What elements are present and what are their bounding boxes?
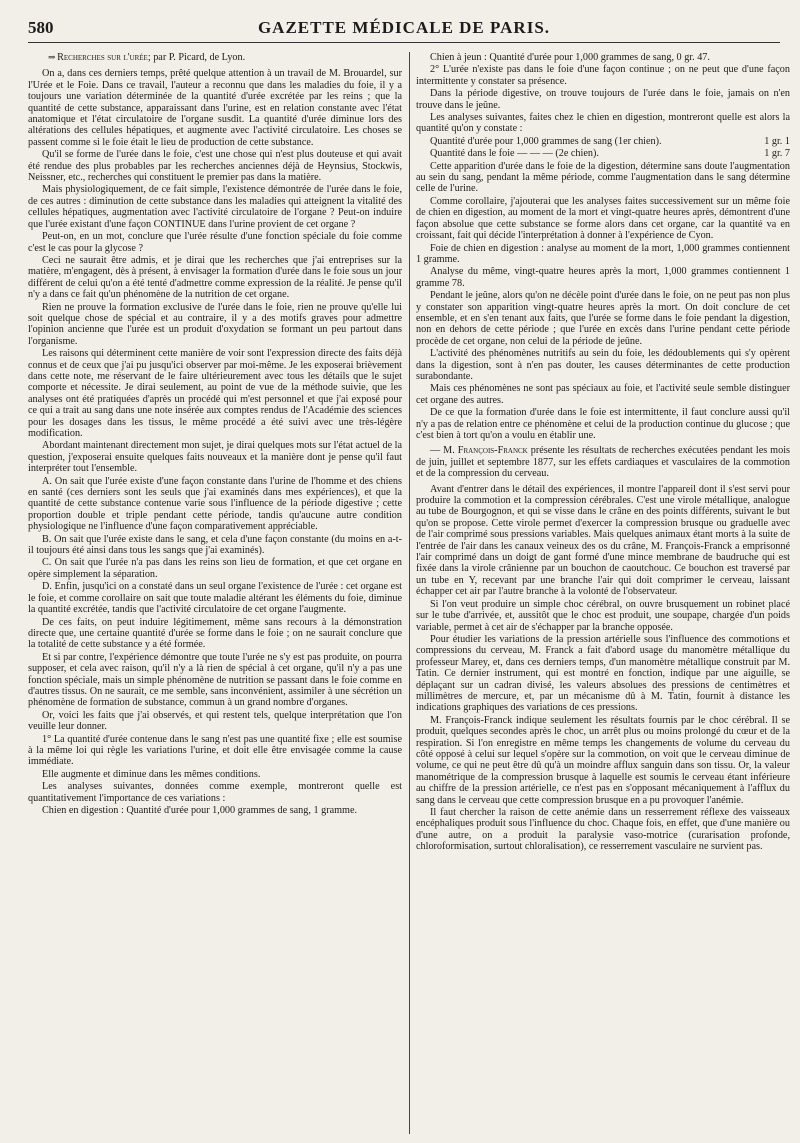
- paragraph: Pour étudier les variations de la pression artérielle sous l'influence des commotions et compressions du cerveau, M. Franck a fait d'abord usage du manomètre métallique du professeur Marey, et, dans ces derniers temps, d'un manomètre métallique construit par M. Tatin. Ce dernier instrument, qui est montré en fonction, indique par une aiguille, se déplaçant sur un cadran divisé, les valeurs absolues des pressions de centimètres et millimètres de mercure, et, par un mécanisme dû à M. Tatin, fournit à distance les indications graphiques des variations de ces pressions.: [416, 633, 790, 714]
- paragraph: B. On sait que l'urée existe dans le sang, et cela d'une façon constante (du moins en a-t-il toujours été ainsi dans tous les sangs que j'ai examinés).: [28, 533, 402, 557]
- result-label: Quantité dans le foie — — — (2e chien).: [430, 148, 599, 160]
- author-name: François-Franck: [457, 445, 528, 457]
- paragraph: Analyse du même, vingt-quatre heures après la mort, 1,000 grammes contiennent 1 gramme 78.: [416, 266, 790, 289]
- paragraph: 1° La quantité d'urée contenue dans le sang n'est pas une quantité fixe ; elle est soumise à la même loi qui règle les variations l'urine, et doit elle être envisagée comme la cause immédiate.: [28, 733, 402, 768]
- paragraph: Dans la période digestive, on trouve toujours de l'urée dans le foie, jamais on n'en trouve dans le jeûne.: [416, 88, 790, 111]
- paragraph: Et si par contre, l'expérience démontre que toute l'urée ne s'y est pas produite, on pourra supposer, et cela avec raison, qu'il n'y a là rien de spécial à cet organe, qu'il n'y a pas une fonction spéciale, mais un simple phénomène de nutrition se passant dans le foie comme en d'autres tissus. On ne saurait, ce me semble, sans inconvénient, assimiler à une sécrétion un phénomène de formation de substance, commun à un grand nombre d'organes.: [28, 651, 402, 709]
- paragraph: Qu'il se forme de l'urée dans le foie, c'est une chose qui n'est plus douteuse et qui avait été rendue des plus probables par les recherches anciennes déjà de Heynsius, Stockwis, Neissner, etc., recherches qui constituent le premier pas dans la matière.: [28, 149, 402, 184]
- paragraph: Foie de chien en digestion : analyse au moment de la mort, 1,000 grammes contiennent 1 gramme.: [416, 242, 790, 265]
- paragraph: De ces faits, on peut induire légitimement, même sans recours à la démonstration directe que, une certaine quantité d'urée se forme dans le foie ; on ne saurait conclure que la totalité de cette substance y a été formée.: [28, 616, 402, 651]
- result-label: Quantité d'urée pour 1,000 grammes de sang (1er chien).: [430, 135, 662, 147]
- right-column: [416, 52, 790, 1134]
- paragraph: Pendant le jeûne, alors qu'on ne décèle point d'urée dans le foie, on ne peut pas non plus y constater son apparition vingt-quatre heures après la mort. On doit conclure de cet ensemble, et en s'en tenant aux faits, que l'urée se forme dans le foie pendant la digestion, non en dehors de cette période ; que l'urée en excès dans l'urine pendant cette période procède de cet organe, non celui de la période de jeûne.: [416, 290, 790, 347]
- article-heading: [28, 52, 402, 63]
- left-column: [28, 52, 402, 1134]
- analysis-result: [416, 136, 790, 147]
- paragraph: Abordant maintenant directement mon sujet, je dirai quelques mots sur l'état actuel de la question, j'exposerai ensuite quelques faits nouveaux et la manière dont je pense qu'il faut interpréter tout l'ensemble.: [28, 440, 402, 475]
- article-author: ; par P. Picard, de Lyon.: [147, 52, 246, 63]
- journal-title: GAZETTE MÉDICALE DE PARIS.: [257, 18, 551, 37]
- paragraph: Comme corollaire, j'ajouterai que les analyses faites successivement sur un même foie de chien en digestion, au moment de la mort et vingt-quatre heures après, démontrent d'une façon absolue que cette substance se forme alors dans cet organe, car la quantité va en croissant, fait qui décide l'interprétation à donner à l'expérience de Cyon.: [416, 195, 790, 242]
- paragraph: Peut-on, en un mot, conclure que l'urée résulte d'une fonction spéciale du foie comme c'est le cas pour la glycose ?: [28, 231, 402, 254]
- paragraph: Les analyses suivantes, faites chez le chien en digestion, montreront quelle est alors la quantité qu'on y constate :: [416, 112, 790, 135]
- paragraph: Rien ne prouve la formation exclusive de l'urée dans le foie, rien ne prouve qu'elle lui soit quelque chose de spécial et au contraire, il y a des motifs graves pour admettre l'opinion ancienne que l'urée est un produit d'oxydation se formant un peu partout dans l'organisme.: [28, 301, 402, 347]
- paragraph: Chien à jeun : Quantité d'urée pour 1,000 grammes de sang, 0 gr. 47.: [430, 52, 710, 63]
- paragraph: C. On sait que l'urée n'a pas dans les reins son lieu de formation, et que cet organe en opère simplement la séparation.: [28, 557, 402, 580]
- paragraph: De ce que la formation d'urée dans le foie est intermittente, il faut conclure aussi qu'il n'y a pas de relation entre ce phénomène et celui de la production continue du glucose ; que c'est bien à tort qu'on a voulu en établir une.: [416, 407, 790, 441]
- paragraph: Les analyses suivantes, données comme exemple, montreront quelle est quantitativement l'importance de ces variations :: [28, 781, 402, 804]
- paragraph: Chien en digestion : Quantité d'urée pour 1,000 grammes de sang, 1 gramme.: [42, 805, 358, 816]
- article-title: Recherches sur l'urée: [57, 52, 148, 63]
- paragraph: Or, voici les faits que j'ai observés, et qui restent tels, quelque interprétation que l'on veuille leur donner.: [28, 709, 402, 733]
- analysis-result: [416, 148, 790, 159]
- pointing-hand-icon: ⇒: [48, 52, 55, 62]
- paragraph: D. Enfin, jusqu'ici on a constaté dans un seul organe l'existence de l'urée : cet organe est le foie, et comme corollaire on sait que toute maladie altérant les éléments du foie, diminue la quantité excrétée, tandis que l'activité circulatoire de cet organe l'augmente.: [28, 581, 402, 616]
- paragraph: 2° L'urée n'existe pas dans le foie d'une façon continue ; on ne peut que d'une façon intermittente y constater sa présence.: [416, 64, 790, 87]
- paragraph: Avant d'entrer dans le détail des expériences, il montre l'appareil dont il s'est servi pour produire la commotion et la compression cérébrales. C'est une virole métallique, analogue au tube de Bourgognon, et qui se visse dans le crâne en des points différents, suivant le but qu'on se propose. Cette virole permet d'exercer la compression brusque ou graduelle avec de l'air comprimé sous pressions variables. Mais quelques animaux étant morts à la suite de l'entrée de l'air dans les canaux veineux des os du crâne, M. François-Franck a emprisonné l'air comprimé dans un doigt de gant formé d'une mince membrane de baudruche qui est fixée dans la virole crânienne par un bouchon de caoutchouc. Ce bouchon est traversé par un tube en Y, recevant par une branche l'air qui doit comprimer le cerveau, laissant échapper cet air par l'autre branche à la volonté de l'observateur.: [416, 483, 790, 598]
- result-value: 1 gr. 7: [764, 148, 790, 160]
- paragraph-text: présente les résultats de recherches exécutées pendant les mois de juin, juillet et septembre 1877, sur les effets cardiaques et vasculaires de la commotion et de la compression du cerveau.: [416, 445, 790, 480]
- paragraph: Cette apparition d'urée dans le foie de la digestion, détermine sans doute l'augmentation au sein du sang, pendant la même période, comme l'augmentation dans le sang détermine celle de l'urine.: [416, 160, 790, 195]
- paragraph: Elle augmente et diminue dans les mêmes conditions.: [42, 768, 261, 780]
- paragraph: L'activité des phénomènes nutritifs au sein du foie, les dédoublements qui s'y opèrent dans la digestion, sont à n'en pas douter, les causes déterminantes de cette production surabondante.: [416, 348, 790, 382]
- paragraph: Il faut chercher la raison de cette anémie dans un resserrement réflexe des vaisseaux encéphaliques produit sous l'influence du choc. Chaque fois, en effet, que d'une manière ou d'une autre, on a produit la paralysie vaso-motrice (curarisation profonde, chloroformisation, surtout chloralisation), ce resserrement vasculaire ne survient pas.: [416, 807, 790, 853]
- page-header: [28, 16, 780, 43]
- paragraph: Mais ces phénomènes ne sont pas spéciaux au foie, et l'activité seule semble distinguer cet organe des autres.: [416, 383, 790, 406]
- page-number: 580: [28, 18, 54, 37]
- paragraph: Si l'on veut produire un simple choc cérébral, on ouvre brusquement un robinet placé sur le tube d'arrivée, et, aussitôt que le choc est produit, une soupape, chargée d'un poids variable, permet à cet air de s'échapper par la branche opposée.: [416, 598, 790, 633]
- section-start-paragraph: [416, 445, 790, 479]
- paragraph: M. François-Franck indique seulement les résultats fournis par le choc cérébral. Il se produit, quelques secondes après le choc, un arrêt plus ou moins prolongé du cœur et de la respiration. Si l'on enregistre en même temps les changements de volume du cerveau du côté opposé à celui sur lequel s'opère sur la commotion, on voit que le cerveau diminue de volume, ce qui ne peut être dû qu'à un moindre afflux sanguin dans son tissu. Or, la valeur manométrique de la compression brusque à laquelle est soumis le cerveau étant inférieure au chiffre de la pression artérielle, ce n'est pas en s'opposant mécaniquement à l'afflux du sang dans le cerveau que cette compression brusque en a pu provoquer l'anémie.: [416, 714, 790, 806]
- paragraph: A. On sait que l'urée existe d'une façon constante dans l'urine de l'homme et des chiens en santé (ces derniers sont les seuls que j'ai examinés dans mes expériences), et que la quantité de cette substance contenue varie sous l'influence de la période digestive ; cette proportion double et triple pendant cette période, tandis qu'aucune autre condition physiologique ne l'influence d'une façon comparativement appréciable.: [28, 475, 402, 533]
- paragraph: On a, dans ces derniers temps, prêté quelque attention à un travail de M. Brouardel, sur l'Urée et le Foie. Dans ce travail, l'auteur a reconnu que dans les maladies du foie, il y a toujours une variation déterminée de la quantité d'urée excrétée par les reins ; que la quantité de cette substance, apparaissant dans l'urine, est en relation constante avec l'état anatomique et l'état circulatoire de l'organe susdit. La quantité d'urée diminue lors des altérations des cellules hépatiques, et augmente avec l'activité circulatoire. Les choses se passent comme si le foie était le lieu de production de cette substance.: [28, 68, 402, 148]
- result-value: 1 gr. 1: [764, 135, 790, 147]
- paragraph: Mais physiologiquement, de ce fait simple, l'existence démontrée de l'urée dans le foie, de ces autres : diminution de cette substance dans les maladies qui atteignent la vitalité des cellules hépatiques, augmentation avec l'activité circulatoire de l'organe ? Peut-on induire que l'urée existant d'une façon CONTINUE dans l'urine provient de cet organe ?: [28, 184, 402, 230]
- column-divider: [409, 52, 410, 1134]
- section-lead: — M.: [430, 445, 458, 457]
- paragraph: Ceci ne saurait être admis, et je dirai que les recherches que j'ai entreprises sur la matière, m'engagent, dès à présent, à envisager la formation d'urée dans le foie sous un jour différent de celui qu'on a été tenté d'admettre comme expression de la réalité. Je pense qu'il n'y a dans ce fait qu'un phénomène de la nutrition de cet organe.: [28, 254, 402, 301]
- paragraph: Les raisons qui déterminent cette manière de voir sont l'expression directe des faits déjà connus et de ceux que j'ai pu jusqu'ici observer par moi-même. Je les exposerai brièvement dans cette note, me réservant de le faire ultérieurement avec tous les détails que le sujet comporte et nécessite. Je dirai seulement, au point de vue de la méthode suivie, que les analyses ont été pratiquées d'après un procédé qui m'est personnel et que j'ai exposé pour ce qui a trait au sang dans une note insérée aux comptes rendus de l'Académie des sciences pour les dosages dans les tissus, le même procédé a été suivi avec une très-légère modification.: [28, 348, 402, 439]
